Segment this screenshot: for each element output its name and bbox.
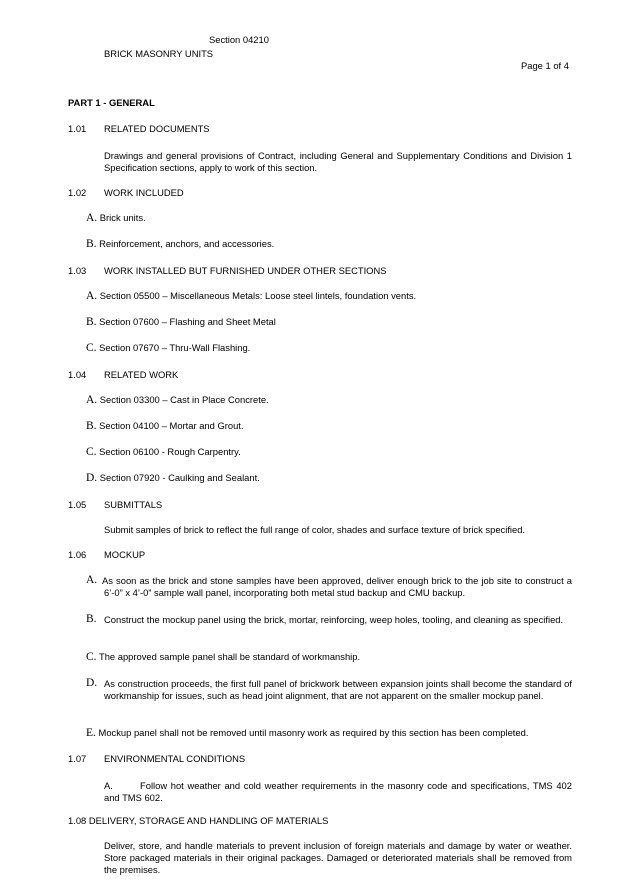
section-106-number: 1.06	[68, 549, 87, 560]
list-item: B. Section 04100 – Mortar and Grout.	[86, 420, 244, 432]
section-102-number: 1.02	[68, 187, 87, 198]
section-107-text: Follow hot weather and cold weather requirements in the masonry code and specifications, TMS 402 and TMS 602.	[104, 780, 572, 804]
section-105-text: Submit samples of brick to reflect the full range of color, shades and surface texture of brick specified.	[104, 524, 526, 535]
section-104-number: 1.04	[68, 369, 87, 380]
section-103-title: WORK INSTALLED BUT FURNISHED UNDER OTHER SECTIONS	[104, 265, 387, 276]
list-item: As soon as the brick and stone samples have been approved, deliver enough brick to the job site to construct a 6’-0” x 4’-0” sample wall panel, incorporating both metal stud backup and CMU backup.	[102, 575, 572, 599]
document-title: BRICK MASONRY UNITS	[104, 48, 214, 59]
list-item-letter: B.	[86, 613, 97, 625]
list-item: B. Section 07600 – Flashing and Sheet Metal	[86, 316, 276, 328]
part-heading: PART 1 - GENERAL	[68, 97, 155, 108]
section-105-title: SUBMITTALS	[104, 499, 163, 510]
list-item: C. Section 06100 - Rough Carpentry.	[86, 446, 241, 458]
section-101-number: 1.01	[68, 123, 87, 134]
list-item: As construction proceeds, the first full panel of brickwork between expansion joints shall become the standard of workmanship for issues, such as head joint alignment, that are not apparent on the smaller mockup panel.	[104, 678, 572, 702]
section-108-text: Deliver, store, and handle materials to prevent inclusion of foreign materials and damage by water or weather. Store packaged materials in their original packages. Damaged or deteriorated materials shall be removed from the premises.	[104, 840, 572, 876]
section-107-letter: A.	[104, 780, 113, 791]
list-item: B. Reinforcement, anchors, and accessories.	[86, 238, 275, 250]
list-item: Construct the mockup panel using the brick, mortar, reinforcing, weep holes, tooling, and cleaning as specified.	[104, 614, 564, 625]
section-105-number: 1.05	[68, 499, 87, 510]
section-108-heading: 1.08 DELIVERY, STORAGE AND HANDLING OF MATERIALS	[68, 815, 329, 826]
section-106-title: MOCKUP	[104, 549, 146, 560]
section-number: Section 04210	[209, 34, 269, 45]
list-item: C. The approved sample panel shall be standard of workmanship.	[86, 651, 361, 663]
list-item: E. Mockup panel shall not be removed until masonry work as required by this section has been completed.	[86, 727, 529, 739]
section-107-number: 1.07	[68, 753, 87, 764]
list-item-letter: A.	[86, 574, 98, 586]
section-101-text: Drawings and general provisions of Contract, including General and Supplementary Conditions and Division 1 Specification sections, apply to work of this section.	[104, 150, 572, 174]
page-number: Page 1 of 4	[521, 60, 569, 71]
section-104-title: RELATED WORK	[104, 369, 179, 380]
section-103-number: 1.03	[68, 265, 87, 276]
list-item: C. Section 07670 – Thru-Wall Flashing.	[86, 342, 251, 354]
list-item-letter: D.	[86, 677, 98, 689]
section-102-title: WORK INCLUDED	[104, 187, 184, 198]
list-item: A. Section 05500 – Miscellaneous Metals: Loose steel lintels, foundation vents.	[86, 290, 417, 302]
list-item: D. Section 07920 - Caulking and Sealant.	[86, 472, 260, 484]
list-item: A. Brick units.	[86, 212, 146, 224]
section-107-title: ENVIRONMENTAL CONDITIONS	[104, 753, 246, 764]
list-item: A. Section 03300 – Cast in Place Concrete.	[86, 394, 269, 406]
section-101-title: RELATED DOCUMENTS	[104, 123, 210, 134]
